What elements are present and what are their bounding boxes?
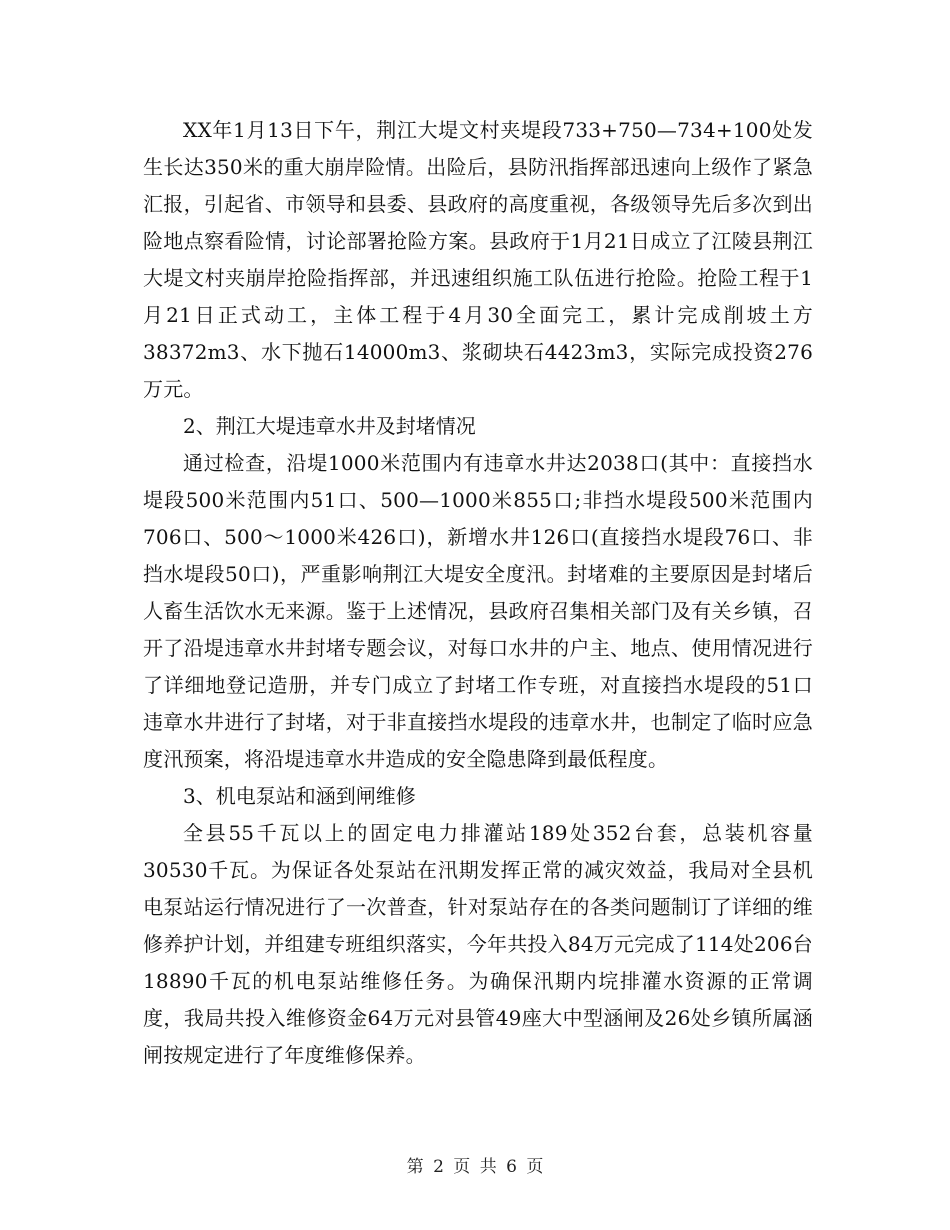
document-body: [143, 112, 813, 1074]
paragraph-illegal-wells: 通过检查，沿堤1000米范围内有违章水井达2038口(其中：直接挡水堤段500米范围内51口、500—1000米855口;非挡水堤段500米范围内706口、500～1000米426口)，新增水井126口(直接挡水堤段76口、非挡水堤段50口)，严重影响荆江大堤安全度汛。封堵难的主要原因是封堵后人畜生活饮水无来源。鉴于上述情况，县政府召集相关部门及有关乡镇，召开了沿堤违章水井封堵专题会议，对每口水井的户主、地点、使用情况进行了详细地登记造册，并专门成立了封堵工作专班，对直接挡水堤段的51口违章水井进行了封堵，对于非直接挡水堤段的违章水井，也制定了临时应急度汛预案，将沿堤违章水井造成的安全隐患降到最低程度。: [143, 451, 813, 771]
section-heading-pump-stations: 3、机电泵站和涵到闸维修: [183, 784, 416, 808]
page-number-footer: 第 2 页 共 6 页: [406, 1157, 544, 1177]
paragraph-collapse-incident: XX年1月13日下午，荆江大堤文村夹堤段733+750—734+100处发生长达350米的重大崩岸险情。出险后，县防汛指挥部迅速向上级作了紧急汇报，引起省、市领导和县委、县政府的高度重视，各级领导先后多次到出险地点察看险情，讨论部署抢险方案。县政府于1月21日成立了江陵县荆江大堤文村夹崩岸抢险指挥部，并迅速组织施工队伍进行抢险。抢险工程于1月21日正式动工，主体工程于4月30全面完工，累计完成削坡土方38372m3、水下抛石14000m3、浆砌块石4423m3，实际完成投资276万元。: [143, 118, 813, 401]
section-heading-illegal-wells: 2、荆江大堤违章水井及封堵情况: [183, 414, 476, 438]
paragraph-pump-stations: 全县55千瓦以上的固定电力排灌站189处352台套，总装机容量30530千瓦。为保证各处泵站在汛期发挥正常的减灾效益，我局对全县机电泵站运行情况进行了一次普查，针对泵站存在的各类问题制订了详细的维修养护计划，并组建专班组织落实，今年共投入84万元完成了114处206台18890千瓦的机电泵站维修任务。为确保汛期内垸排灌水资源的正常调度，我局共投入维修资金64万元对县管49座大中型涵闸及26处乡镇所属涵闸按规定进行了年度维修保养。: [143, 821, 813, 1067]
